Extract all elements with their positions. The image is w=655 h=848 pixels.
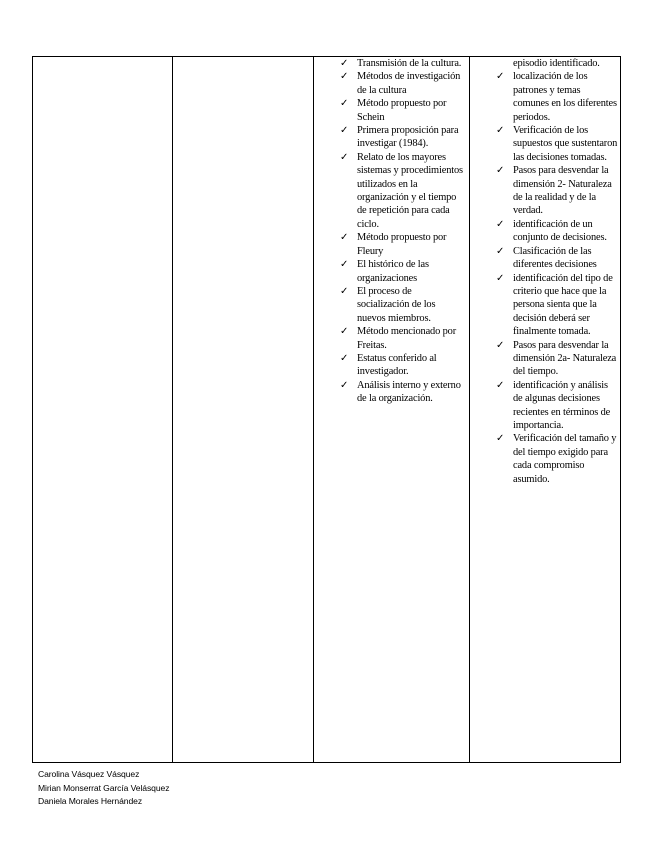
list-item-text: Métodos de investigación de la cultura bbox=[357, 71, 461, 96]
list-item-text: Pasos para desvendar la dimensión 2a- Naturaleza del tiempo. bbox=[513, 339, 617, 378]
checkmark-icon: ✓ bbox=[496, 71, 505, 83]
list-item bbox=[470, 164, 620, 218]
list-item bbox=[314, 97, 469, 124]
table-cell-dimension-steps bbox=[470, 57, 621, 763]
list-item bbox=[314, 352, 469, 379]
list-item-text: Método propuesto por Fleury bbox=[357, 232, 447, 257]
checkmark-icon: ✓ bbox=[496, 433, 505, 445]
table-cell-culture-methods bbox=[314, 57, 470, 763]
list-item bbox=[314, 325, 469, 352]
list-item-text: Método propuesto por Schein bbox=[357, 98, 447, 123]
checkmark-icon: ✓ bbox=[340, 151, 349, 163]
checklist-culture-methods bbox=[314, 57, 469, 406]
author-name: Daniela Morales Hernández bbox=[38, 796, 143, 807]
author-name: Mirian Monserrat García Velásquez bbox=[38, 782, 170, 793]
checkmark-icon: ✓ bbox=[496, 245, 505, 257]
list-item bbox=[314, 70, 469, 97]
checkmark-icon: ✓ bbox=[496, 125, 505, 137]
list-item bbox=[470, 272, 620, 339]
checkmark-icon: ✓ bbox=[496, 218, 505, 230]
checkmark-icon: ✓ bbox=[340, 98, 349, 110]
list-item-text: Transmisión de la cultura. bbox=[357, 58, 462, 69]
list-item bbox=[470, 124, 620, 164]
list-item-text: Estatus conferido al investigador. bbox=[357, 352, 437, 378]
table-row bbox=[33, 57, 621, 763]
table-cell-empty-2 bbox=[173, 57, 314, 763]
content-table bbox=[32, 56, 621, 763]
authors-block bbox=[38, 768, 169, 809]
checkmark-icon: ✓ bbox=[340, 125, 349, 137]
checkmark-icon: ✓ bbox=[340, 326, 349, 338]
list-item-text: El histórico de las organizaciones bbox=[357, 259, 429, 284]
list-item-text: identificación de un conjunto de decisiones. bbox=[513, 218, 607, 244]
list-item-text: localización de los patrones y temas comunes en los diferentes periodos. bbox=[513, 71, 617, 123]
list-item bbox=[314, 285, 469, 325]
list-item-text: Clasificación de las diferentes decisiones bbox=[513, 245, 597, 271]
list-item bbox=[470, 70, 620, 124]
checkmark-icon: ✓ bbox=[340, 232, 349, 244]
list-item-text: identificación y análisis de algunas decisiones recientes en términos de importancia. bbox=[513, 379, 611, 431]
list-item-text: Análisis interno y externo de la organización. bbox=[357, 379, 461, 405]
list-item-text: Método mencionado por Freitas. bbox=[357, 326, 457, 351]
list-item-text: Relato de los mayores sistemas y procedimientos utilizados en la organización y el tiempo de repetición para cada ciclo. bbox=[357, 151, 463, 230]
list-item-text: Verificación del tamaño y del tiempo exigido para cada compromiso asumido. bbox=[513, 433, 617, 485]
checkmark-icon: ✓ bbox=[496, 272, 505, 284]
checklist-dimension-steps bbox=[470, 70, 620, 486]
checkmark-icon: ✓ bbox=[340, 285, 349, 297]
list-item bbox=[314, 57, 469, 70]
list-item-text: El proceso de socialización de los nuevos miembros. bbox=[357, 285, 436, 324]
list-item bbox=[314, 379, 469, 406]
table-cell-empty-1 bbox=[33, 57, 173, 763]
checkmark-icon: ✓ bbox=[340, 58, 349, 69]
list-item-text: Verificación de los supuestos que sustentaron las decisiones tomadas. bbox=[513, 125, 618, 163]
list-item bbox=[470, 339, 620, 379]
list-item-text: Pasos para desvendar la dimensión 2- Naturaleza de la realidad y de la verdad. bbox=[513, 165, 612, 217]
checkmark-icon: ✓ bbox=[340, 259, 349, 271]
checkmark-icon: ✓ bbox=[496, 165, 505, 177]
list-item bbox=[470, 379, 620, 433]
list-item bbox=[470, 432, 620, 486]
author-name: Carolina Vásquez Vásquez bbox=[38, 769, 140, 779]
list-item bbox=[314, 258, 469, 285]
list-item bbox=[470, 218, 620, 245]
list-item-text: Primera proposición para investigar (1984). bbox=[357, 125, 459, 150]
continued-text: episodio identificado. bbox=[513, 58, 600, 69]
checkmark-icon: ✓ bbox=[496, 379, 505, 391]
checkmark-icon: ✓ bbox=[340, 352, 349, 364]
checkmark-icon: ✓ bbox=[340, 71, 349, 83]
list-item bbox=[314, 151, 469, 231]
checkmark-icon: ✓ bbox=[496, 339, 505, 351]
list-item bbox=[314, 231, 469, 258]
list-item bbox=[314, 124, 469, 151]
checkmark-icon: ✓ bbox=[340, 379, 349, 391]
list-item-text: identificación del tipo de criterio que hace que la persona sienta que la decisión deberá ser finalmente tomada. bbox=[513, 272, 613, 338]
list-item bbox=[470, 245, 620, 272]
